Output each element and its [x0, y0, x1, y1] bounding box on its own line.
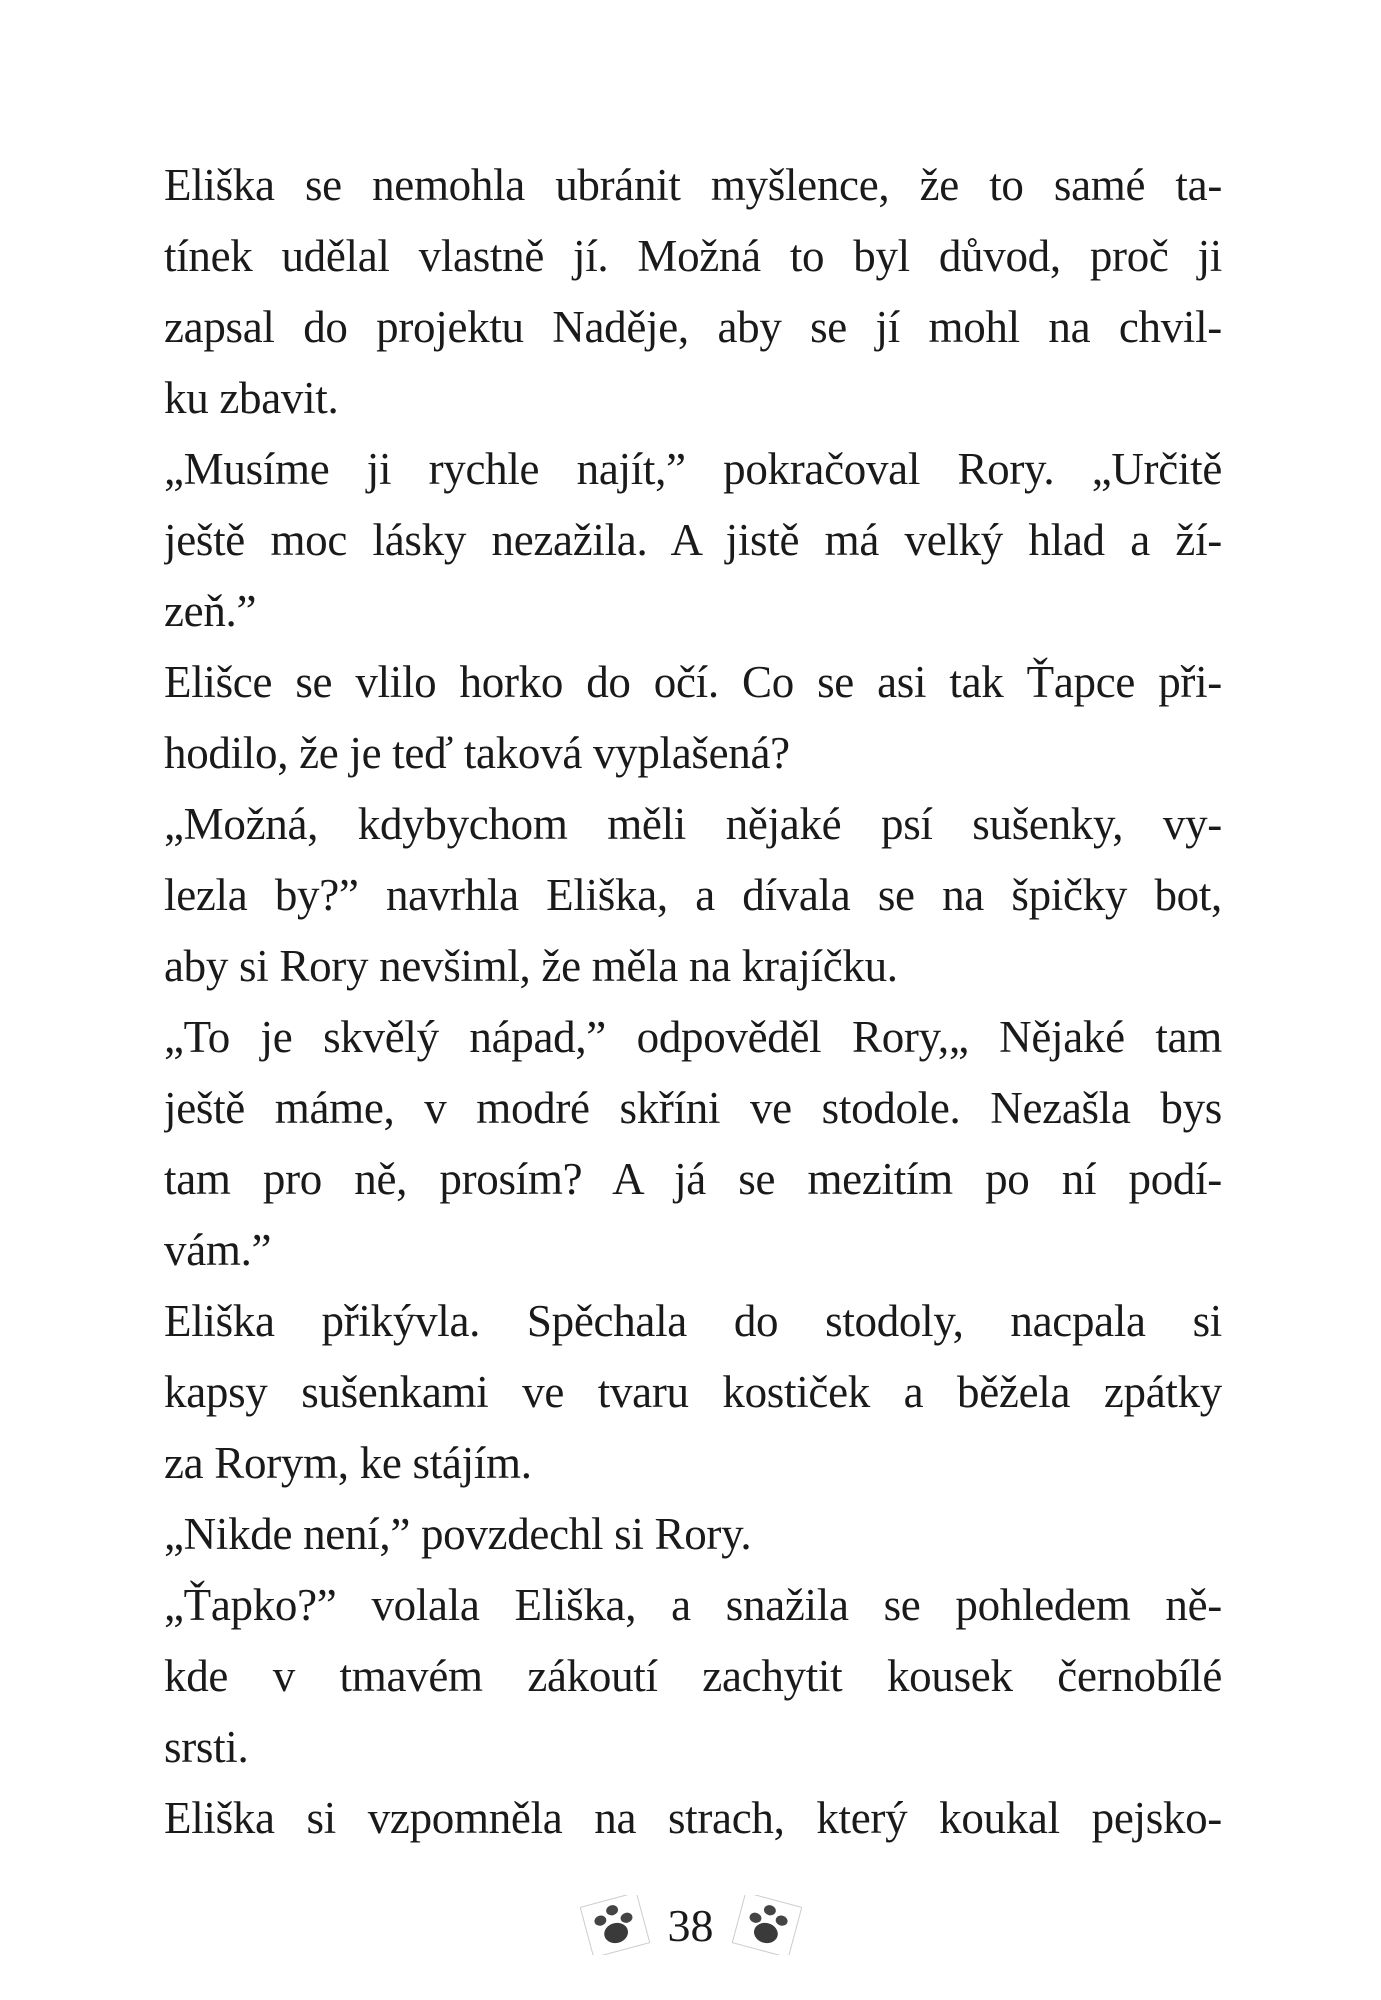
text-line: Eliška se nemohla ubránit myšlence, že to samé ta-	[164, 160, 1222, 210]
text-line: kapsy sušenkami ve tvaru kostiček a běžela zpátky	[164, 1367, 1222, 1417]
text-line: „Možná, kdybychom měli nějaké psí sušenky, vy-	[164, 799, 1222, 849]
text-line: lezla by?” navrhla Eliška, a dívala se na špičky bot,	[164, 870, 1222, 920]
text-line: „Musíme ji rychle najít,” pokračoval Rory. „Určitě	[164, 444, 1222, 494]
text-line: srsti.	[164, 1722, 249, 1772]
text-line: ještě moc lásky nezažila. A jistě má velký hlad a ží-	[164, 515, 1222, 565]
body-text	[164, 150, 1222, 1854]
text-line: Eliška přikývla. Spěchala do stodoly, nacpala si	[164, 1296, 1222, 1346]
text-line: za Rorym, ke stájím.	[164, 1438, 532, 1488]
text-line: „To je skvělý nápad,” odpověděl Rory,„ Nějaké tam	[164, 1012, 1222, 1062]
text-line: kde v tmavém zákoutí zachytit kousek černobílé	[164, 1651, 1222, 1701]
paw-print-icon	[732, 1895, 802, 1955]
paw-print-icon	[580, 1895, 650, 1955]
page-number: 38	[667, 1899, 714, 1951]
text-line: „Ťapko?” volala Eliška, a snažila se pohledem ně-	[164, 1580, 1222, 1630]
text-line: Eliška si vzpomněla na strach, který koukal pejsko-	[164, 1793, 1222, 1843]
text-line: tam pro ně, prosím? A já se mezitím po ní podí-	[164, 1154, 1222, 1204]
text-line: zeň.”	[164, 586, 257, 636]
text-line: ještě máme, v modré skříni ve stodole. Nezašla bys	[164, 1083, 1222, 1133]
text-line: zapsal do projektu Naděje, aby se jí mohl na chvil-	[164, 302, 1222, 352]
text-line: ku zbavit.	[164, 373, 339, 423]
text-line: Elišce se vlilo horko do očí. Co se asi tak Ťapce při-	[164, 657, 1222, 707]
page-footer	[0, 1895, 1381, 1955]
text-line: hodilo, že je teď taková vyplašená?	[164, 728, 790, 778]
text-line: tínek udělal vlastně jí. Možná to byl důvod, proč ji	[164, 231, 1222, 281]
text-line: „Nikde není,” povzdechl si Rory.	[164, 1509, 752, 1559]
text-line: aby si Rory nevšiml, že měla na krajíčku.	[164, 941, 898, 991]
text-line: vám.”	[164, 1225, 272, 1275]
